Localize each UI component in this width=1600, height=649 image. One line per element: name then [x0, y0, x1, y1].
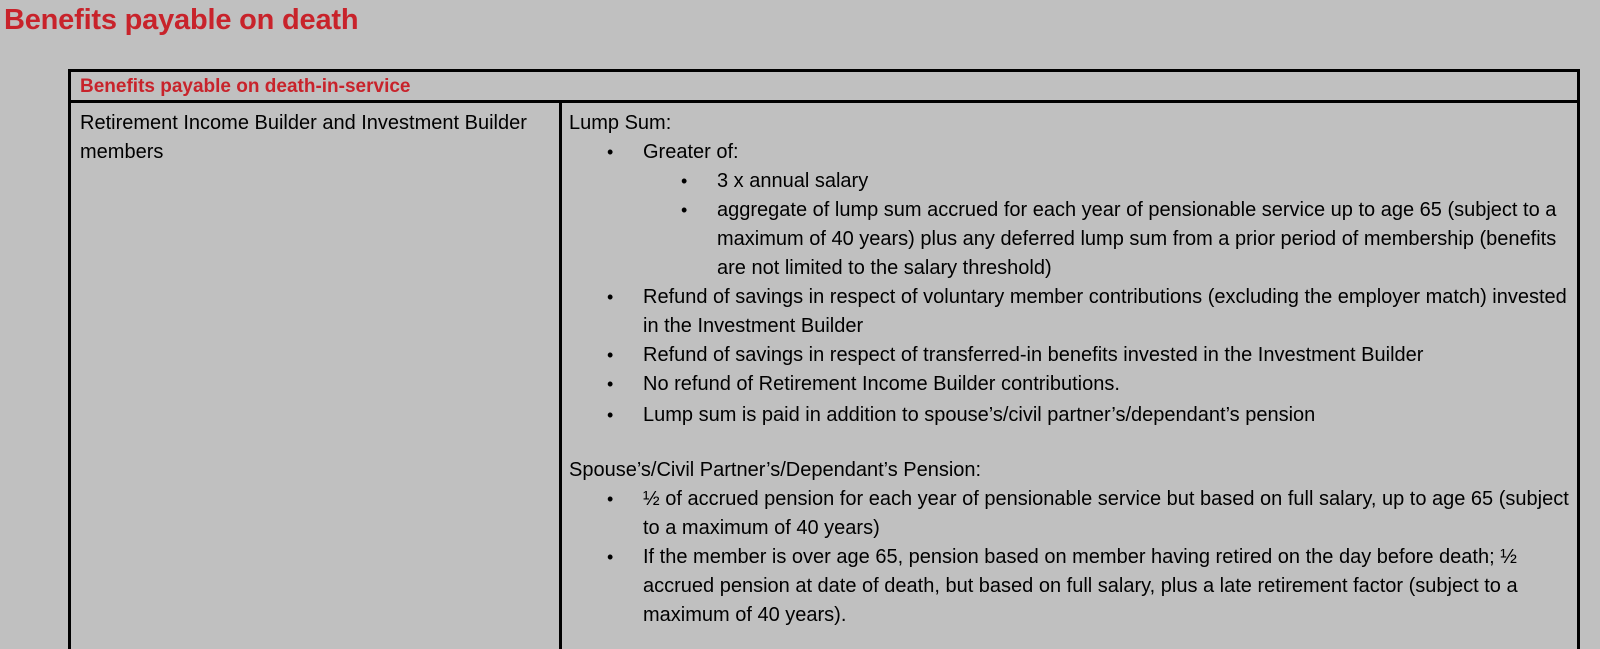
- list-item-text: If the member is over age 65, pension based on member having retired on the day before death; ½ accrued pension at date of death, but based on full salary, plus a late retirement factor (subject to a maximum of 40 years).: [643, 546, 1518, 626]
- list-item: [569, 485, 1579, 543]
- bullet-icon: •: [681, 171, 688, 191]
- bullet-icon: •: [681, 200, 688, 220]
- list-item: [569, 138, 1579, 167]
- list-item-text: 3 x annual salary: [717, 170, 869, 192]
- bullet-icon: •: [607, 374, 614, 394]
- list-item-text: Refund of savings in respect of voluntary member contributions (excluding the employer match) invested in the Investment Builder: [643, 286, 1567, 337]
- list-item: [569, 543, 1579, 630]
- bullet-icon: •: [607, 405, 614, 425]
- table-header: Benefits payable on death-in-service: [71, 72, 1577, 103]
- list-item-text: Lump sum is paid in addition to spouse’s/civil partner’s/dependant’s pension: [643, 404, 1316, 426]
- list-item-text: aggregate of lump sum accrued for each year of pensionable service up to age 65 (subject to a maximum of 40 years) plus any deferred lump sum from a prior period of membership (benefits are not limited to the salary threshold): [717, 199, 1557, 279]
- bullet-icon: •: [607, 547, 614, 567]
- list-item: [569, 283, 1579, 341]
- list-item: [569, 167, 1579, 196]
- list-item: [569, 341, 1579, 370]
- list-item: [569, 196, 1579, 283]
- column-divider: [559, 103, 562, 649]
- pension-list: [569, 485, 1579, 630]
- pension-heading: Spouse’s/Civil Partner’s/Dependant’s Pension:: [569, 459, 982, 481]
- page-title: Benefits payable on death: [4, 4, 359, 36]
- benefits-table: [68, 69, 1580, 649]
- bullet-icon: •: [607, 489, 614, 509]
- list-item-text: ½ of accrued pension for each year of pensionable service but based on full salary, up to age 65 (subject to a maximum of 40 years): [643, 488, 1569, 539]
- spacer: [569, 430, 1579, 456]
- list-item: [569, 370, 1579, 399]
- benefits-detail-cell: [569, 109, 1579, 630]
- list-item-text: No refund of Retirement Income Builder contributions.: [643, 373, 1120, 395]
- member-type-cell: Retirement Income Builder and Investment Builder members: [80, 112, 527, 163]
- list-item-text: Refund of savings in respect of transferred-in benefits invested in the Investment Builder: [643, 344, 1424, 366]
- bullet-icon: •: [607, 287, 614, 307]
- bullet-icon: •: [607, 345, 614, 365]
- lump-sum-heading: Lump Sum:: [569, 112, 672, 134]
- bullet-icon: •: [607, 142, 614, 162]
- lump-sum-list: [569, 138, 1579, 430]
- list-item: [569, 401, 1579, 430]
- list-item-text: Greater of:: [643, 141, 739, 163]
